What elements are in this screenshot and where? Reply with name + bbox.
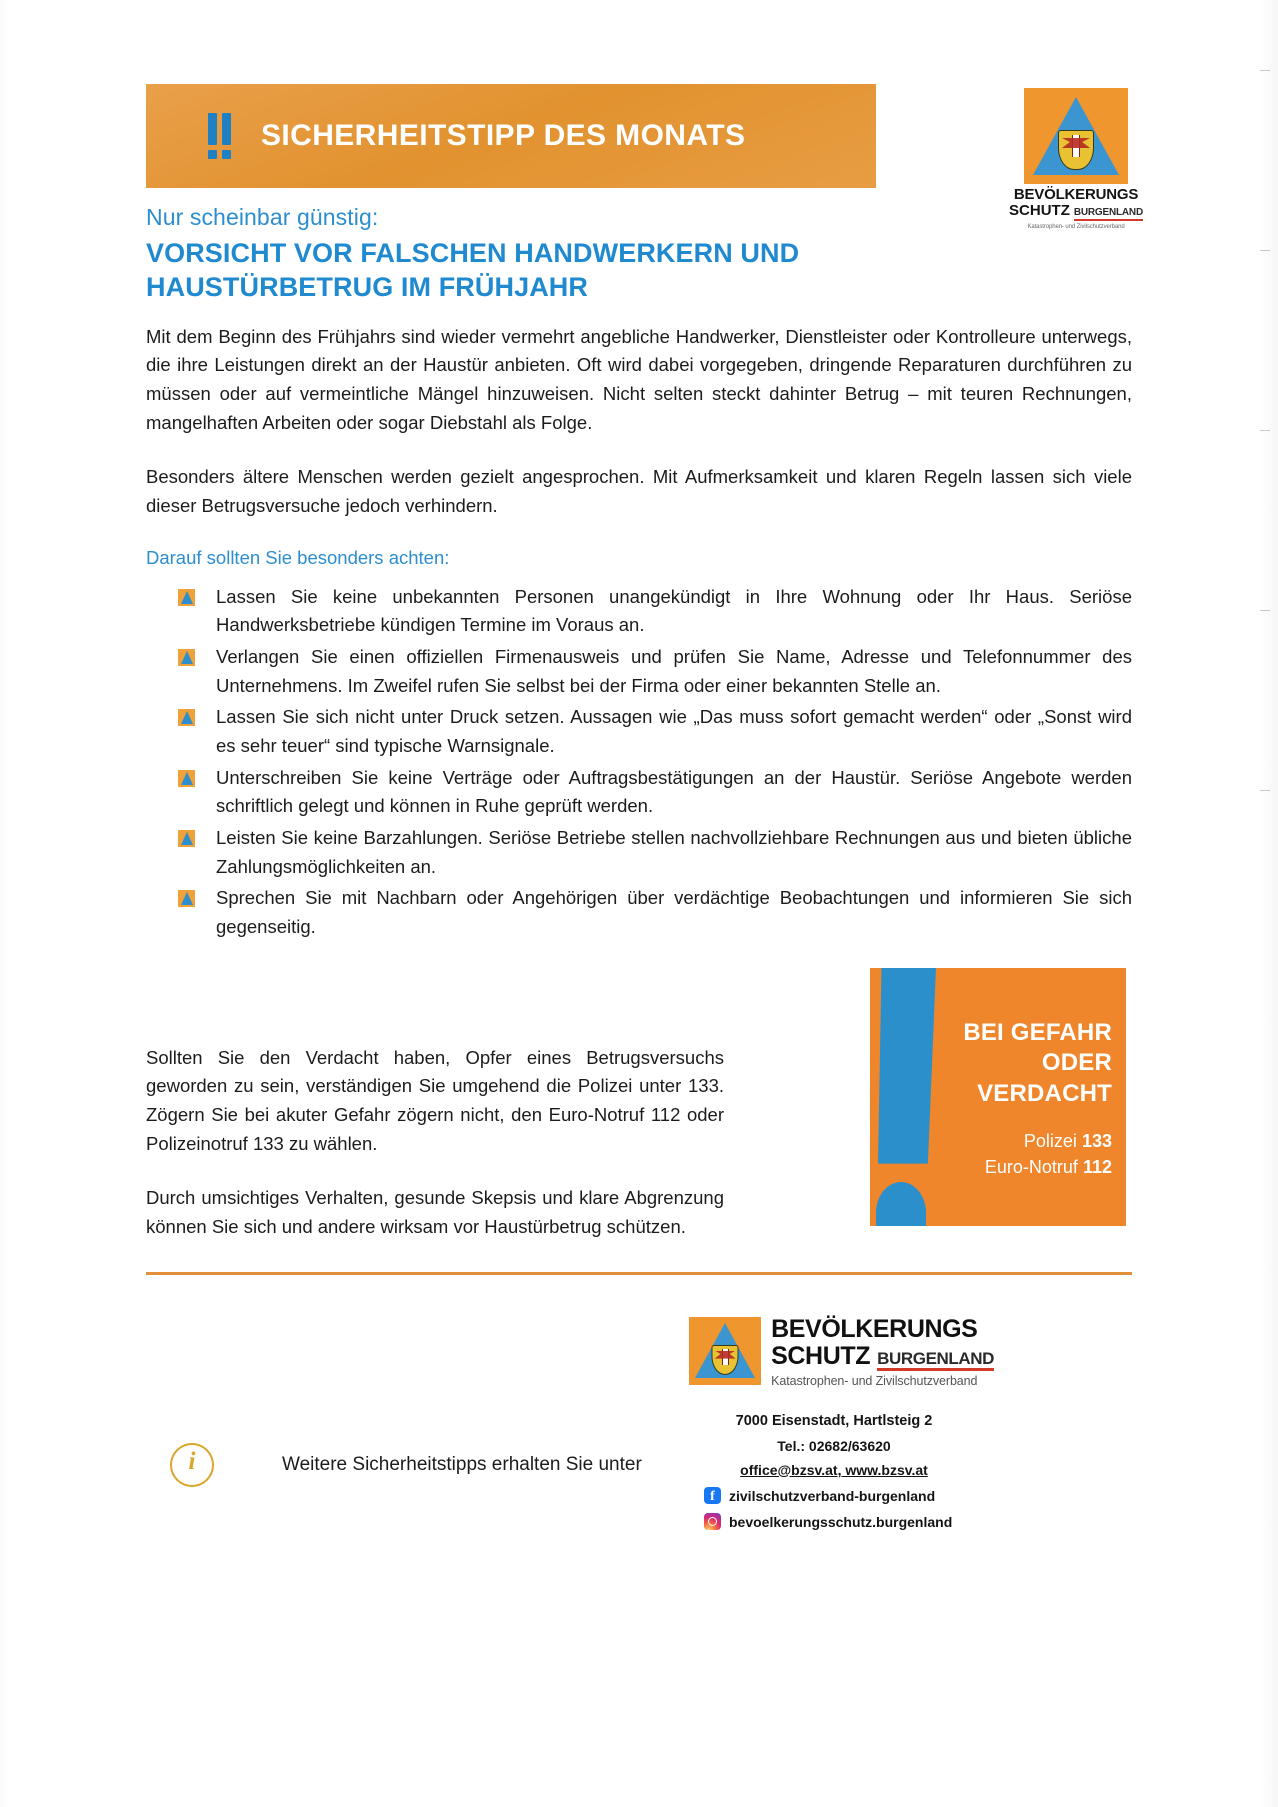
euro-number: 112 — [1082, 1156, 1112, 1177]
closing-text-column — [146, 968, 724, 1242]
header-banner — [146, 84, 876, 188]
contact-block — [674, 1409, 994, 1534]
police-label: Polizei — [1023, 1130, 1077, 1151]
logo-subtitle: Katastrophen- und Zivilschutzverband — [1027, 224, 1125, 230]
footer-logo-subtitle: Katastrophen- und Zivilschutzverband — [771, 1374, 978, 1389]
info-circle-icon — [170, 1443, 214, 1487]
list-item-text: Sprechen Sie mit Nachbarn oder Angehörigen über verdächtige Beobachtungen und informieren Sie sich gegenseitig. — [216, 887, 1132, 937]
banner-title: SICHERHEITSTIPP DES MONATS — [261, 119, 746, 152]
closing-paragraph-2: Durch umsichtiges Verhalten, gesunde Skepsis und klare Abgrenzung können Sie sich und andere wirksam vor Haustürbetrug schützen. — [146, 1187, 724, 1237]
instagram-handle[interactable]: bevoelkerungsschutz.burgenland — [729, 1513, 953, 1530]
triangle-bullet-icon — [178, 770, 195, 787]
triangle-bullet-icon — [178, 709, 195, 726]
footer-divider — [146, 1272, 1132, 1275]
logo-line1: BEVÖLKERUNGS — [1013, 186, 1139, 203]
facebook-row[interactable] — [704, 1484, 994, 1508]
list-item — [178, 764, 1132, 821]
scan-edge-left — [0, 0, 10, 1807]
scan-tick — [1260, 610, 1270, 611]
triangle-bullet-icon — [178, 890, 195, 907]
lower-section — [146, 968, 1132, 1242]
shield-triangle-logo-icon — [689, 1317, 761, 1385]
police-number: 133 — [1081, 1130, 1112, 1151]
header-logo — [1008, 88, 1144, 230]
triangle-bullet-icon — [178, 649, 195, 666]
footer-logo-line1: BEVÖLKERUNGS — [771, 1314, 978, 1343]
more-tips-text: Weitere Sicherheitstipps erhalten Sie unter — [282, 1453, 642, 1475]
list-item — [178, 884, 1132, 941]
footer-logo-line2: SCHUTZ — [771, 1342, 871, 1371]
instagram-icon[interactable] — [704, 1513, 721, 1530]
instagram-row[interactable] — [704, 1510, 994, 1534]
closing-paragraph-1: Sollten Sie den Verdacht haben, Opfer eines Betrugsversuchs geworden zu sein, verständigen Sie umgehend die Polizei unter 133. Zögern Sie bei akuter Gefahr zögern nicht, den Euro-Notruf 112 oder Polizeinotruf 133 zu wählen. — [146, 1046, 724, 1154]
callout-line-2: ODER — [1041, 1049, 1112, 1077]
euro-label: Euro-Notruf — [984, 1156, 1078, 1177]
footer-logo-wordmark — [771, 1314, 994, 1389]
triangle-bullet-icon — [178, 830, 195, 847]
logo-wordmark — [1008, 187, 1144, 230]
list-item-text: Lassen Sie keine unbekannten Personen unangekündigt in Ihre Wohnung oder Ihr Haus. Seriöse Handwerksbetriebe kündigen Termine im Voraus an. — [216, 585, 1132, 636]
list-item-text: Verlangen Sie einen offiziellen Firmenausweis und prüfen Sie Name, Adresse und Telefonnummer des Unternehmens. Im Zweifel rufen Sie selbst bei der Firma oder einer bekannten Stelle an. — [216, 645, 1132, 696]
police-number-row — [940, 1128, 1112, 1154]
tips-list — [146, 583, 1132, 942]
scan-tick — [1260, 790, 1270, 791]
page-title: VORSICHT VOR FALSCHEN HANDWERKERN UND HAUSTÜRBETRUG IM FRÜHJAHR — [146, 238, 800, 302]
scan-tick — [1260, 430, 1270, 431]
list-item — [178, 703, 1132, 760]
kicker-text: Nur scheinbar günstig: — [146, 204, 379, 230]
more-tips-line — [146, 1443, 642, 1487]
emergency-callout-box — [870, 968, 1126, 1226]
list-item — [178, 824, 1132, 881]
triangle-bullet-icon — [178, 589, 195, 606]
intro-paragraph-1: Mit dem Beginn des Frühjahrs sind wieder vermehrt angebliche Handwerker, Dienstleister oder Kontrolleure unterwegs, die ihre Leistungen direkt an der Haustür anbieten. Oft wird dabei vorgegeben, dringende Reparaturen durchführen zu müssen oder auf vermeintliche Mängel hinzuweisen. Nicht selten steckt dahinter Betrug – mit teuren Rechnungen, mangelhaften Arbeiten oder sogar Diebstahl als Folge. — [146, 325, 1132, 433]
footer-logo — [689, 1314, 994, 1389]
contact-phone: Tel.: 02682/63620 — [777, 1437, 891, 1454]
shield-triangle-logo-icon — [1024, 88, 1128, 184]
list-item-text: Lassen Sie sich nicht unter Druck setzen. Aussagen wie „Das muss sofort gemacht werden“ oder „Sonst wird es sehr teuer“ sind typische Warnsignale. — [216, 706, 1132, 756]
list-item — [178, 583, 1132, 640]
double-exclamation-icon — [208, 113, 231, 159]
facebook-icon[interactable] — [704, 1487, 721, 1504]
list-item-text: Leisten Sie keine Barzahlungen. Seriöse Betriebe stellen nachvollziehbare Rechnungen aus und bieten übliche Zahlungsmöglichkeiten an. — [216, 826, 1132, 877]
scan-tick — [1260, 250, 1270, 251]
logo-line2: SCHUTZ — [1009, 202, 1070, 219]
contact-address: 7000 Eisenstadt, Hartlsteig 2 — [735, 1412, 933, 1429]
euro-number-row — [940, 1154, 1112, 1180]
footer-logo-region: BURGENLAND — [877, 1350, 994, 1371]
tips-heading: Darauf sollten Sie besonders achten: — [146, 546, 450, 568]
list-item-text: Unterschreiben Sie keine Verträge oder Auftragsbestätigungen an der Haustür. Seriöse Angebote werden schriftlich gelegt und können in Ruhe geprüft werden. — [216, 766, 1132, 817]
scan-tick — [1260, 70, 1270, 71]
scan-edge-right — [1260, 0, 1278, 1807]
callout-text — [940, 1018, 1112, 1180]
facebook-handle[interactable]: zivilschutzverband-burgenland — [729, 1487, 936, 1504]
document-content — [146, 84, 1143, 1547]
exclamation-graphic — [870, 968, 944, 1226]
intro-paragraph-2: Besonders ältere Menschen werden gezielt angesprochen. Mit Aufmerksamkeit und klaren Regeln lassen sich viele dieser Betrugsversuche jedoch verhindern. — [146, 466, 1132, 516]
list-item — [178, 643, 1132, 700]
callout-line-3: VERDACHT — [977, 1080, 1112, 1108]
callout-line-1: BEI GEFAHR — [963, 1018, 1112, 1046]
contact-email-web[interactable]: office@bzsv.at, www.bzsv.at — [740, 1461, 928, 1478]
footer — [146, 1314, 1132, 1547]
logo-region: BURGENLAND — [1074, 208, 1143, 221]
